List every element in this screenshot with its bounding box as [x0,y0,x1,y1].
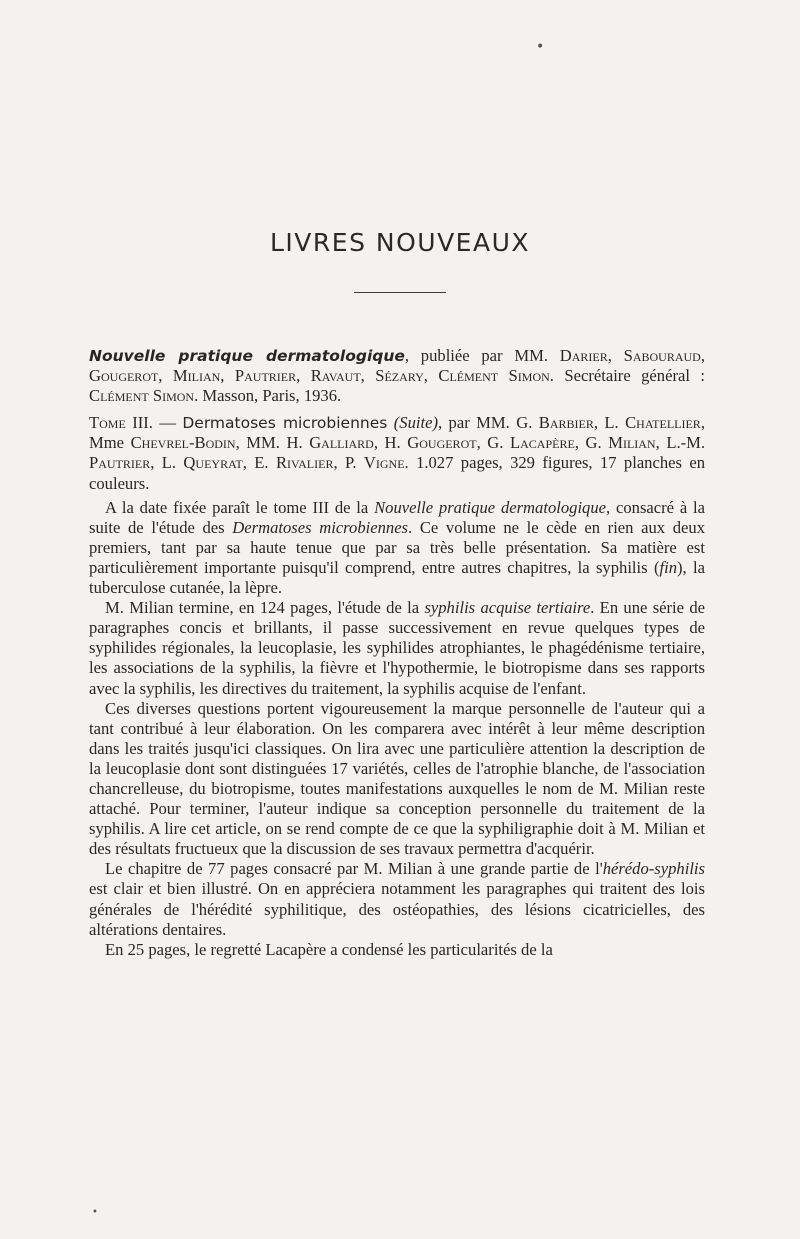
article-body [89,346,705,960]
bibliographic-entry-2: Tome III. — Dermatoses microbiennes (Suite), par MM. G. Barbier, L. Chatellier, Mme Chevrel-Bodin, MM. H. Galliard, H. Gougerot, G. Lacapère, G. Milian, L.-M. Pautrier, L. Queyrat, E. Rivalier, P. Vigne. 1.027 pages, 329 figures, 17 planches en couleurs. [89,413,706,493]
review-paragraph-3: Ces diverses questions portent vigoureusement la marque personnelle de l'auteur qui a tant contribué à leur élaboration. On les comparera avec intérêt à leur même description dans les traités jusqu'ici classiques. On lira avec une particulière attention la description de la leucoplasie dont sont distinguées 17 variétés, celles de l'atrophie blanche, de l'association chancrelleuse, du biotropisme, toutes manifestations auxquelles le nom de M. Milian reste attaché. Pour terminer, l'auteur indique sa conception personnelle du traitement de la syphilis. A lire cet article, on se rend compte de ce que la syphiligraphie doit à M. Milian et des résultats fructueux que la discussion de ses travaux permettra d'acquérir. [89,698,705,859]
page-mark-top: • [536,39,545,55]
review-paragraph-4: Le chapitre de 77 pages consacré par M. Milian à une grande partie de l'hérédo-syphilis est clair et bien illustré. On en appréciera notamment les paragraphes qui traitent des lois générales de l'hérédité syphilitique, des ostéopathies, des lésions cicatricielles, des altérations dentaires. [89,859,705,939]
book-title: Nouvelle pratique dermatologique [89,347,405,365]
volume-title: Dermatoses microbiennes [182,414,388,433]
author-list: Darier, Sabouraud, Gougerot, Milian, Pautrier, Ravaut, Sézary, Clément Simon [89,346,705,386]
page-title: LIVRES NOUVEAUX [270,228,530,257]
review-paragraph-2: M. Milian termine, en 124 pages, l'étude de la syphilis acquise tertiaire. En une série de paragraphes concis et brillants, il passe successivement en revue quelques types de syphilides régionales, la leucoplasie, les syphilides atrophiantes, le phagédénisme tertiaire, les associations de la syphilis, la fièvre et l'hypothermie, le biotropisme dans ses rapports avec la syphilis, les directives du traitement, la syphilis acquise de l'enfant. [89,598,705,698]
review-paragraph-5: En 25 pages, le regretté Lacapère a condensé les particularités de la [105,939,553,959]
page-mark-bottom: • [92,1207,98,1218]
bibliographic-entry-1: Nouvelle pratique dermatologique, publiée par MM. Darier, Sabouraud, Gougerot, Milian, Pautrier, Ravaut, Sézary, Clément Simon. Secrétaire général : Clément Simon. Masson, Paris, 1936. [89,346,705,406]
tome-label: Tome III. [89,413,153,433]
review-paragraph-1: A la date fixée paraît le tome III de la Nouvelle pratique dermatologique, consacré à la suite de l'étude des Dermatoses microbiennes. Ce volume ne le cède en rien aux deux premiers, tant par sa haute tenue que par sa très belle présentation. Sa matière est particulièrement importante puisqu'il comprend, entre autres chapitres, la syphilis (fin), la tuberculose cutanée, la lèpre. [89,497,705,598]
secretary-name: Clément Simon [89,386,195,406]
title-rule [354,292,446,293]
